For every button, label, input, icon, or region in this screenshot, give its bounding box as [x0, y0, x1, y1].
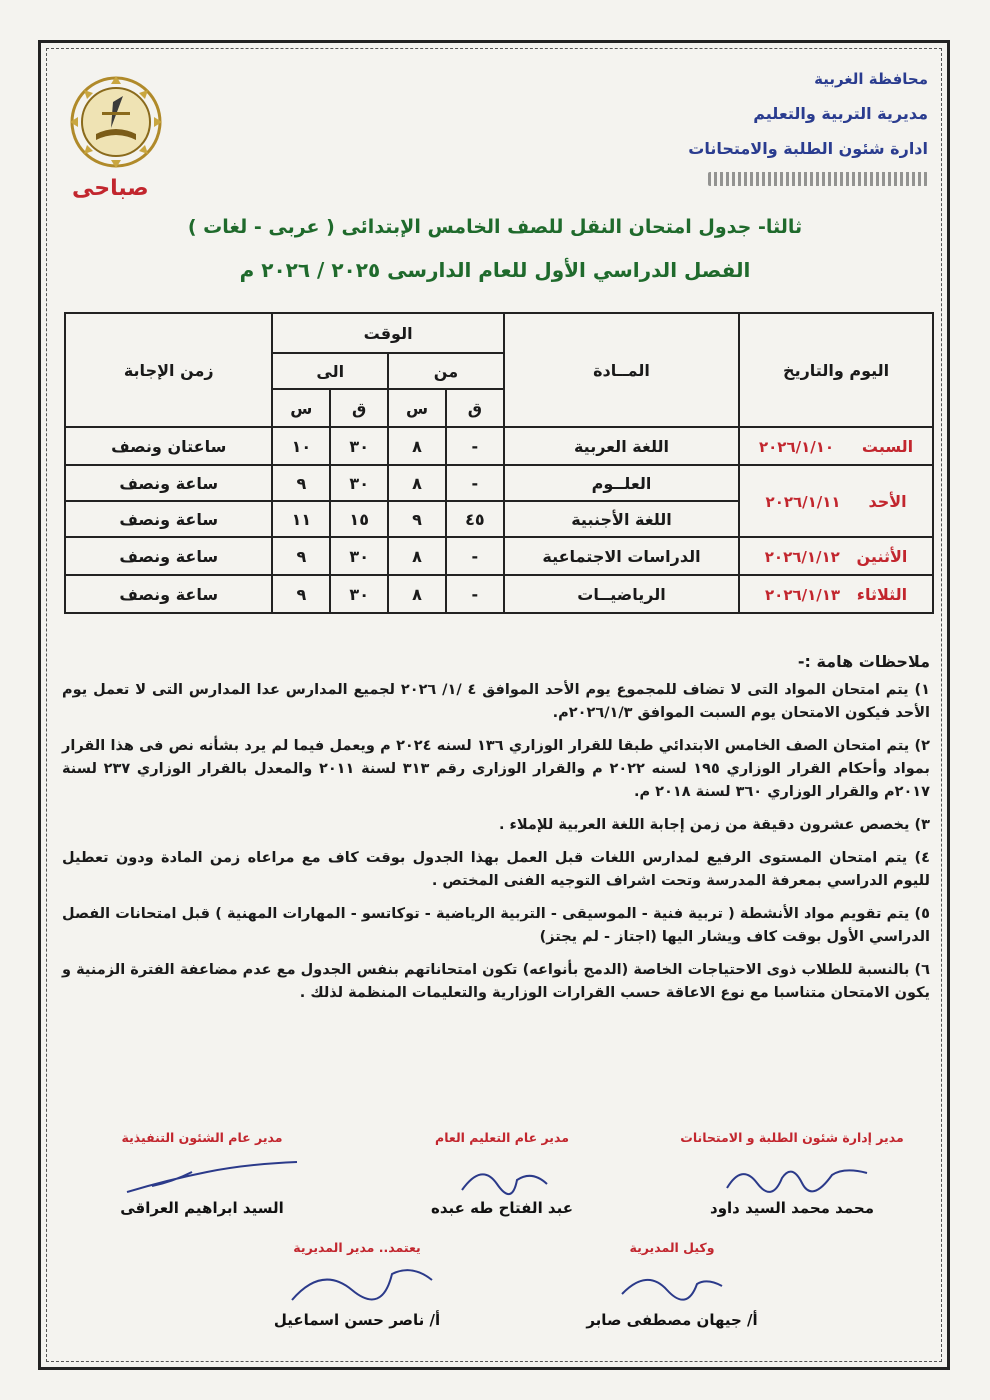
signer-name: عبد الفتاح طه عبده [431, 1199, 573, 1217]
exam-date: ٢٠٢٦/١/١٢ [764, 547, 840, 566]
signer-role: مدير عام الشئون التنفيذية [121, 1130, 283, 1145]
header-ornament [708, 172, 928, 186]
table-row [65, 575, 933, 613]
table-row [65, 427, 933, 465]
note-item: ٦) بالنسبة للطلاب ذوى الاحتياجات الخاصة (الدمج بأنواعه) تكون امتحاناتهم بنفس الجدول مع عدم مضاعفة الفترة الزمنية و يكون الامتحان متناسبا مع نوع الاعاقة حسب القرارات الوزارية والتعليمات المنظمة لذلك . [62, 962, 930, 1001]
header-to: الى [272, 353, 388, 389]
signature-scribble-icon [612, 1264, 732, 1308]
to-hour-cell: ٩ [272, 537, 330, 575]
from-hour-cell: ٨ [388, 427, 446, 465]
signature-general-education [372, 1130, 632, 1217]
important-notes [62, 650, 930, 1015]
duration-cell: ساعة ونصف [65, 465, 272, 501]
header-to-minute: ق [330, 389, 388, 427]
table-row [65, 465, 933, 501]
header-subject: المــادة [504, 313, 739, 427]
to-minute-cell: ٣٠ [330, 575, 388, 613]
day-date-cell [739, 537, 933, 575]
to-hour-cell: ١٠ [272, 427, 330, 465]
table-row [65, 537, 933, 575]
note-item: ٥) يتم تقويم مواد الأنشطة ( تربية فنية - الموسيقى - التربية الرياضية - توكاتسو - المهارات المهنية ) قبل امتحانات الفصل الدراسي الأول بوقت كاف ويشار اليها (اجتاز - لم يجتز) [62, 906, 930, 945]
duration-cell: ساعة ونصف [65, 501, 272, 537]
header-from-hour: س [388, 389, 446, 427]
note-item: ٢) يتم امتحان الصف الخامس الابتدائي طبقا للقرار الوزاري ١٣٦ لسنه ٢٠٢٤ م ويعمل فيما لم يرد بشأنه نص فى هذا القرار بمواد وأحكام القرار الوزاري ١٩٥ لسنه ٢٠٢٢ م والقرار الوزارى رقم ٣١٣ لسنة ٢٠١١ والمعدل بالقرار الوزاري ٢٣٧ لسنة ٢٠١٧م والقرار الوزاري ٣٦٠ لسنة ٢٠١٨ م. [62, 738, 930, 800]
subject-cell: اللغة الأجنبية [504, 501, 739, 537]
exam-date: ٢٠٢٦/١/١٣ [765, 585, 841, 604]
header-day-date: اليوم والتاريخ [739, 313, 933, 427]
to-hour-cell: ١١ [272, 501, 330, 537]
to-hour-cell: ٩ [272, 575, 330, 613]
to-hour-cell: ٩ [272, 465, 330, 501]
duration-cell: ساعة ونصف [65, 575, 272, 613]
note-item: ١) يتم امتحان المواد التى لا تضاف للمجموع يوم الأحد الموافق ٤ /١/ ٢٠٢٦ لجميع المدارس عدا المدارس التى لا تعمل يوم الأحد فيكون الامتحان يوم السبت الموافق ٢٠٢٦/١/٣م. [62, 682, 930, 721]
note-item: ٣) يخصص عشرون دقيقة من زمن إجابة اللغة العربية للإملاء . [498, 817, 930, 833]
from-minute-cell: - [446, 465, 504, 501]
signer-role: وكيل المديرية [629, 1240, 715, 1255]
from-minute-cell: - [446, 575, 504, 613]
from-hour-cell: ٨ [388, 465, 446, 501]
ministry-logo-icon [66, 72, 166, 172]
to-minute-cell: ٣٠ [330, 427, 388, 465]
to-minute-cell: ٣٠ [330, 537, 388, 575]
subject-cell: الدراسات الاجتماعية [504, 537, 739, 575]
from-minute-cell: ٤٥ [446, 501, 504, 537]
day-name: الأثنين [856, 546, 908, 566]
signer-name: أ/ جيهان مصطفى صابر [586, 1311, 758, 1329]
day-name: السبت [861, 436, 914, 456]
signer-name: السيد ابراهيم العراقى [120, 1199, 284, 1217]
header-from-minute: ق [446, 389, 504, 427]
signature-scribble-icon [722, 1158, 872, 1202]
day-date-cell [739, 575, 933, 613]
from-hour-cell: ٨ [388, 537, 446, 575]
from-minute-cell: - [446, 427, 504, 465]
signature-executive-affairs [62, 1130, 342, 1217]
subject-cell: العلــوم [504, 465, 739, 501]
subject-cell: الرياضيــات [504, 575, 739, 613]
signer-role: مدير إدارة شئون الطلبة و الامتحانات [680, 1130, 904, 1145]
duration-cell: ساعة ونصف [65, 537, 272, 575]
from-hour-cell: ٨ [388, 575, 446, 613]
exam-schedule-table [64, 312, 934, 614]
exam-date: ٢٠٢٦/١/١٠ [759, 437, 835, 456]
note-item: ٤) يتم امتحان المستوى الرفيع لمدارس اللغات قبل العمل بهذا الجدول بوقت كاف مع مراعاه زمن المادة ودون تعطيل لليوم الدراسي بمعرفة المدرسة وتحت اشراف التوجيه الفنى المختص . [62, 850, 930, 889]
organization-header [688, 70, 928, 158]
schedule-title: ثالثا- جدول امتحان النقل للصف الخامس الإبتدائى ( عربى - لغات ) [187, 216, 803, 238]
from-hour-cell: ٩ [388, 501, 446, 537]
department-name: ادارة شئون الطلبة والامتحانات [688, 139, 928, 158]
signature-scribble-icon [282, 1260, 442, 1310]
day-date-cell [739, 465, 933, 537]
day-name: الثلاثاء [856, 584, 908, 604]
duration-cell: ساعتان ونصف [65, 427, 272, 465]
subject-cell: اللغة العربية [504, 427, 739, 465]
header-to-hour: س [272, 389, 330, 427]
signer-name: محمد محمد السيد داود [710, 1199, 874, 1217]
header-duration: زمن الإجابة [65, 313, 272, 427]
semester-title: الفصل الدراسي الأول للعام الدارسى ٢٠٢٥ / ٢٠٢٦ م [239, 258, 751, 282]
to-minute-cell: ١٥ [330, 501, 388, 537]
day-name: الأحد [868, 491, 907, 511]
signer-role: مدير عام التعليم العام [435, 1130, 569, 1145]
governorate-name: محافظة الغربية [814, 70, 928, 88]
header-from: من [388, 353, 504, 389]
exam-date: ٢٠٢٦/١/١١ [765, 492, 841, 511]
signature-directorate-director [222, 1240, 492, 1329]
signature-student-affairs [652, 1130, 932, 1217]
directorate-name: مديرية التربية والتعليم [753, 104, 928, 123]
header-time: الوقت [272, 313, 503, 353]
from-minute-cell: - [446, 537, 504, 575]
signature-undersecretary [542, 1240, 802, 1329]
signature-scribble-icon [122, 1156, 302, 1200]
notes-heading: ملاحظات هامة :- [797, 652, 930, 671]
signer-name: أ/ ناصر حسن اسماعيل [273, 1311, 441, 1329]
signer-role: يعتمد.. مدير المديرية [293, 1240, 421, 1255]
signature-scribble-icon [452, 1160, 552, 1200]
day-date-cell [739, 427, 933, 465]
to-minute-cell: ٣٠ [330, 465, 388, 501]
session-label: صباحى [72, 176, 149, 201]
